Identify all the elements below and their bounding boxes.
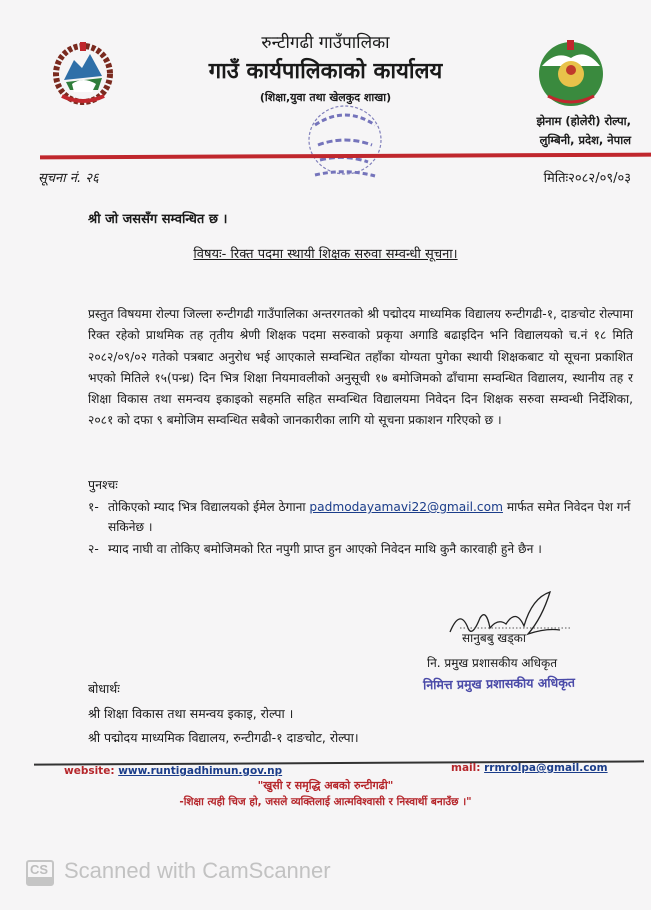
cc-recipient: श्री पद्मोदय माध्यमिक विद्यालय, रुन्टीगढी-१ दाङचोट, रोल्पा। [88, 730, 359, 745]
notice-number: सूचना नं. २६ [38, 171, 99, 186]
body-paragraph: प्रस्तुत विषयमा रोल्पा जिल्ला रुन्टीगढी गाउँपालिका अन्तरगतको श्री पद्मोदय माध्यमिक विद्यालय रुन्टीगढी-१, दाङचोट रोल्पामा रिक्त रहेको प्राथमिक तह तृतीय श्रेणी शिक्षक पदमा सरुवाको प्रकृया अगाडि बढाइदिन भनि विद्यालयको च.नं १८ मिति २०८२/०९/०२ गतेको पत्रबाट अनुरोध भई आएकाले सम्वन्धित तहाँका योग्यता पुगेका स्थायी शिक्षकबाट यो सूचना प्रकाशित भएको मितिले १५(पन्ध्र) दिन भित्र शिक्षा नियमावलीको अनुसूची १७ बमोजिमको ढाँचामा सम्वन्धित विद्यालय, स्थानीय तह र शिक्षा विकास तथा समन्वय इकाइको सहमति सहित सम्वन्धित विद्यालयमा निवेदन दिन शिक्षक सरुवा सम्वन्धी निर्देशिका, २०८१ को दफा ९ बमोजिम सम्वन्धित सबैको जानकारीका लागि यो सूचना प्रकाशन गरिएको छ । [88, 307, 633, 428]
postscript-list [88, 497, 633, 561]
cc-list [88, 702, 359, 750]
branch-name: (शिक्षा,युवा तथा खेलकुद शाखा) [259, 91, 392, 104]
office-stamp-icon [290, 100, 400, 185]
address-line-1: झेनाम (होलेरी) रोल्पा, [536, 114, 631, 128]
camscanner-logo-icon: CS [26, 860, 54, 886]
postscript-label: पुनश्चः [88, 477, 118, 492]
postscript-text: म्याद नाघी वा तोकिए बमोजिमको रित नपुगी प्राप्त हुन आएको निवेदन माथि कुनै कारवाही हुने छैन । [108, 542, 542, 556]
notice-date: मितिः२०८२/०९/०३ [543, 171, 631, 186]
subject-line [0, 244, 651, 262]
subject-text: विषयः- रिक्त पदमा स्थायी शिक्षक सरुवा सम्वन्धी सूचना। [193, 247, 458, 262]
office-name: गाउँ कार्यपालिकाको कार्यालय [208, 59, 443, 84]
postscript-number: २- [88, 542, 99, 556]
postscript-text: तोकिएको म्याद भित्र विद्यालयको ईमेल ठेगाना padmodayamavi22@gmail.com मार्फत समेत निवेदन पेश गर्न सकिनेछ । [108, 500, 631, 534]
cc-recipient: श्री शिक्षा विकास तथा समन्वय इकाइ, रोल्पा । [88, 706, 294, 721]
camscanner-watermark: Scanned with CamScanner [64, 858, 331, 883]
footer-slogan: "खुसी र समृद्धि अबको रुन्टीगढी" [257, 779, 394, 792]
footer-website: website: www.runtigadhimun.gov.np [64, 765, 283, 777]
school-email-link[interactable]: padmodayamavi22@gmail.com [309, 500, 503, 514]
postscript-item [88, 497, 633, 537]
signer-stamp-title: निमित्त प्रमुख प्रशासकीय अधिकृत [422, 674, 576, 693]
footer-quote: -शिक्षा त्यही चिज हो, जसले व्यक्तिलाई आत्मविश्वासी र निस्वार्थी बनाउँछ ।" [179, 796, 472, 808]
footer-mail: mail: rrmrolpa@gmail.com [451, 762, 608, 774]
office-address [536, 112, 631, 150]
signer-title: नि. प्रमुख प्रशासकीय अधिकृत [427, 656, 558, 670]
salutation: श्री जो जससँग सम्वन्धित छ । [88, 212, 228, 227]
mail-link[interactable]: rrmrolpa@gmail.com [484, 762, 608, 774]
postscript-number: १- [88, 500, 99, 514]
address-line-2: लुम्बिनी, प्रदेश, नेपाल [539, 133, 631, 147]
cc-label: बोधार्थः [88, 681, 120, 696]
postscript-item [88, 539, 633, 559]
signer-name: सानुबबु खड्का [462, 631, 526, 645]
website-link[interactable]: www.runtigadhimun.gov.np [118, 765, 283, 777]
municipality-name: रुन्टीगढी गाउँपालिका [261, 33, 390, 53]
